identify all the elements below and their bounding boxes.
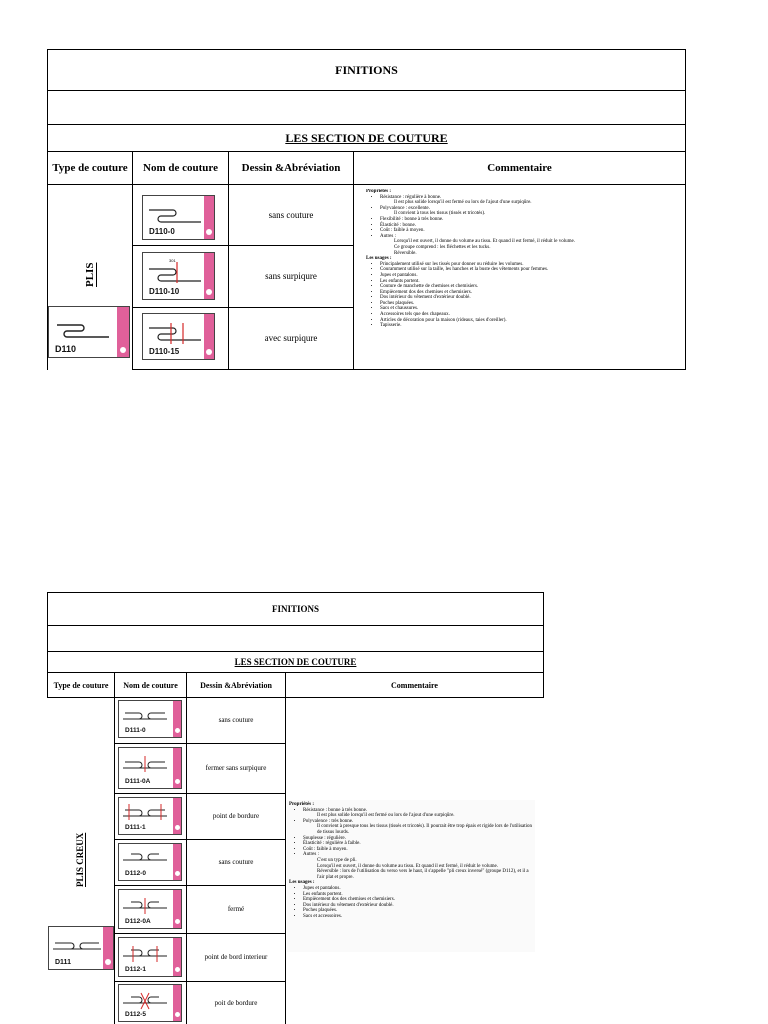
comment-prop: • Résistance : bonne à très bonne. [303, 808, 533, 814]
comment-uses-title: Les usages : [289, 880, 315, 886]
comment-prop: C'est un type de pli. [317, 857, 357, 863]
comment-prop: • Résistance : régulière à bonne. [380, 195, 676, 201]
comment-prop: • Coût : faible à moyen. [303, 847, 533, 853]
comment-prop: • Élasticité : bonne. [380, 223, 676, 229]
comment-prop: Lorsqu'il est ouvert, il donne du volume au tissu. Et quand il est fermé, il réduit le volume. [394, 239, 576, 245]
section-title-1: LES SECTION DE COUTURE [47, 124, 686, 152]
row-card-d110-0 [142, 195, 215, 240]
comment-use: • Les enfants portent. [380, 279, 676, 285]
row-card-d112-0a [118, 889, 182, 929]
row-label-1-2: avec surpiqure [264, 333, 318, 343]
header-dessin-1: Dessin &Abréviation [228, 151, 354, 185]
comment-prop: Réversible. [394, 250, 417, 256]
comment-use: • Jupes et pantalons. [303, 886, 533, 892]
comment-prop: • Autres : [380, 234, 676, 240]
svg-text:301: 301 [169, 258, 176, 263]
comment-prop: Réversible : lors de l'utilisation du verso vers le haut, il s'appelle "pli creux inversé" (groupe D112), et il a l'air plat et propre. [317, 869, 529, 880]
row-label-2-6: poit de bordure [214, 998, 258, 1007]
row-label-2-3: sans couture [218, 858, 254, 866]
row-code: D110-15 [149, 347, 180, 356]
blank-band-1 [47, 90, 686, 125]
comment-prop: Il est plus solide lorsqu'il est fermé ou lors de l'ajout d'une surpiqûre. [394, 200, 532, 206]
comment-prop: • Autres : [303, 852, 533, 858]
section-title-2: LES SECTION DE COUTURE [47, 651, 544, 673]
comment-prop: • Élasticité : régulière à faible. [303, 841, 533, 847]
type-card-code: D110 [55, 344, 77, 354]
comment-use: • Poches plaquées. [380, 301, 676, 307]
row-label-2-2: point de bordure [212, 812, 260, 820]
comment-prop: • Flexibilité : bonne à très bonne. [380, 217, 676, 223]
finitions-header-1: FINITIONS [47, 49, 686, 91]
row-card-d112-1 [118, 937, 182, 977]
comment-use: • Empiècement dos des chemises et chemisiers. [303, 897, 533, 903]
comment-use: • Empiècement dos des chemises et chemisiers. [380, 290, 676, 296]
row-card-d112-0 [118, 843, 182, 881]
comment-prop: • Polyvalence : très bonne. [303, 819, 533, 825]
comment-use: • Sacs et chaussures. [380, 306, 676, 312]
row-card-d112-5 [118, 984, 182, 1022]
row-label-2-4: fermé [227, 905, 245, 913]
comment-use: • Jupes et pantalons. [380, 273, 676, 279]
comment-use: • Articles de décoration pour la maison (rideaux, taies d'oreiller). [380, 318, 676, 324]
finitions-header-2: FINITIONS [47, 592, 544, 626]
comment-use: • Tapisserie. [380, 323, 676, 329]
row-code: D112-5 [125, 1011, 146, 1018]
type-card-code: D111 [55, 959, 71, 966]
row-label-1-0: sans couture [268, 209, 314, 220]
comment-use: • Couture de manchette de chemises et chemisiers. [380, 284, 676, 290]
type-card-d110 [48, 306, 130, 358]
comment-prop: Lorsqu'il est ouvert, il donne du volume au tissu. Et quand il est fermé, il réduit le volume. [317, 863, 499, 869]
header-type-2: Type de couture [47, 672, 115, 698]
row-card-d111-1 [118, 797, 182, 835]
comment-use: • Principalement utilisé sur les tissés pour donner ou réduire les volumes. [380, 262, 676, 268]
row-code: D110-10 [149, 287, 180, 296]
row-label-2-5: point de bord interieur [204, 953, 268, 961]
type-card-d111 [48, 926, 114, 970]
row-code: D110-0 [149, 227, 175, 236]
comment-use: • Couramment utilisé sur la taille, les hanches et la buste des vêtements pour femmes. [380, 267, 676, 273]
comment-prop: Ce groupe comprend : les fléchettes et les tucks. [394, 244, 491, 250]
row-card-d111-0 [118, 700, 182, 738]
row-card-d110-10 [142, 252, 215, 300]
comment-props-title: Propriétés : [289, 802, 315, 807]
row-card-d111-0a [118, 747, 182, 789]
header-commentaire-2: Commentaire [285, 672, 544, 698]
header-type-1: Type de couture [47, 151, 133, 185]
row-label-1-1: sans surpiqure [265, 271, 317, 281]
comment-prop: Il est plus solide lorsqu'il est fermé ou lors de l'ajout d'une surpiqûre. [317, 813, 455, 819]
row-label-2-0: sans couture [218, 716, 254, 724]
header-nom-1: Nom de couture [132, 151, 229, 185]
row-code: D111-0A [125, 778, 151, 785]
comment-use: • Sacs et accessoires. [303, 914, 533, 920]
comment-prop: • Polyvalence : excellente. [380, 206, 676, 212]
blank-band-2 [47, 625, 544, 652]
comment-text-2 [287, 800, 535, 952]
comment-use: • Poches plaquées. [303, 908, 533, 914]
comment-prop: Il convient à presque tous les tissus (tissés et tricotés). Il pourrait être trop épais et rigide lors de l'utilisation de tissus lourds. [317, 824, 533, 835]
comment-use: • Accessoires tels que des chapeaux. [380, 312, 676, 318]
row-code: D112-0A [125, 918, 151, 925]
comment-use: • Dos intérieur du vêtement d'extérieur doublé. [380, 295, 676, 301]
comment-text-1 [366, 189, 676, 367]
header-dessin-2: Dessin &Abréviation [186, 672, 286, 698]
comment-prop: • Souplesse : régulière. [303, 836, 533, 842]
header-nom-2: Nom de couture [114, 672, 187, 698]
comment-prop: Il convient à tous les tissus (tissés et tricotés). [394, 211, 486, 217]
comment-props-title: Propriétés : [366, 189, 392, 194]
row-label-2-1: fermer sans surpiqure [205, 764, 267, 772]
type-label-1: PLIS [84, 262, 96, 288]
row-code: D111-0 [125, 727, 146, 734]
header-commentaire-1: Commentaire [353, 151, 686, 185]
type-label-2: PLIS CREUX [75, 832, 85, 888]
row-card-d110-15 [142, 313, 215, 360]
tick-mark-1 [47, 362, 48, 370]
comment-use: • Les enfants portent. [303, 892, 533, 898]
comment-prop: • Coût : faible à moyen. [380, 228, 676, 234]
row-code: D112-1 [125, 966, 146, 973]
comment-uses-title: Les usages : [366, 256, 392, 262]
row-code: D112-0 [125, 870, 146, 877]
comment-use: • Dos intérieur du vêtement d'extérieur doublé. [303, 903, 533, 909]
row-code: D111-1 [125, 824, 146, 831]
